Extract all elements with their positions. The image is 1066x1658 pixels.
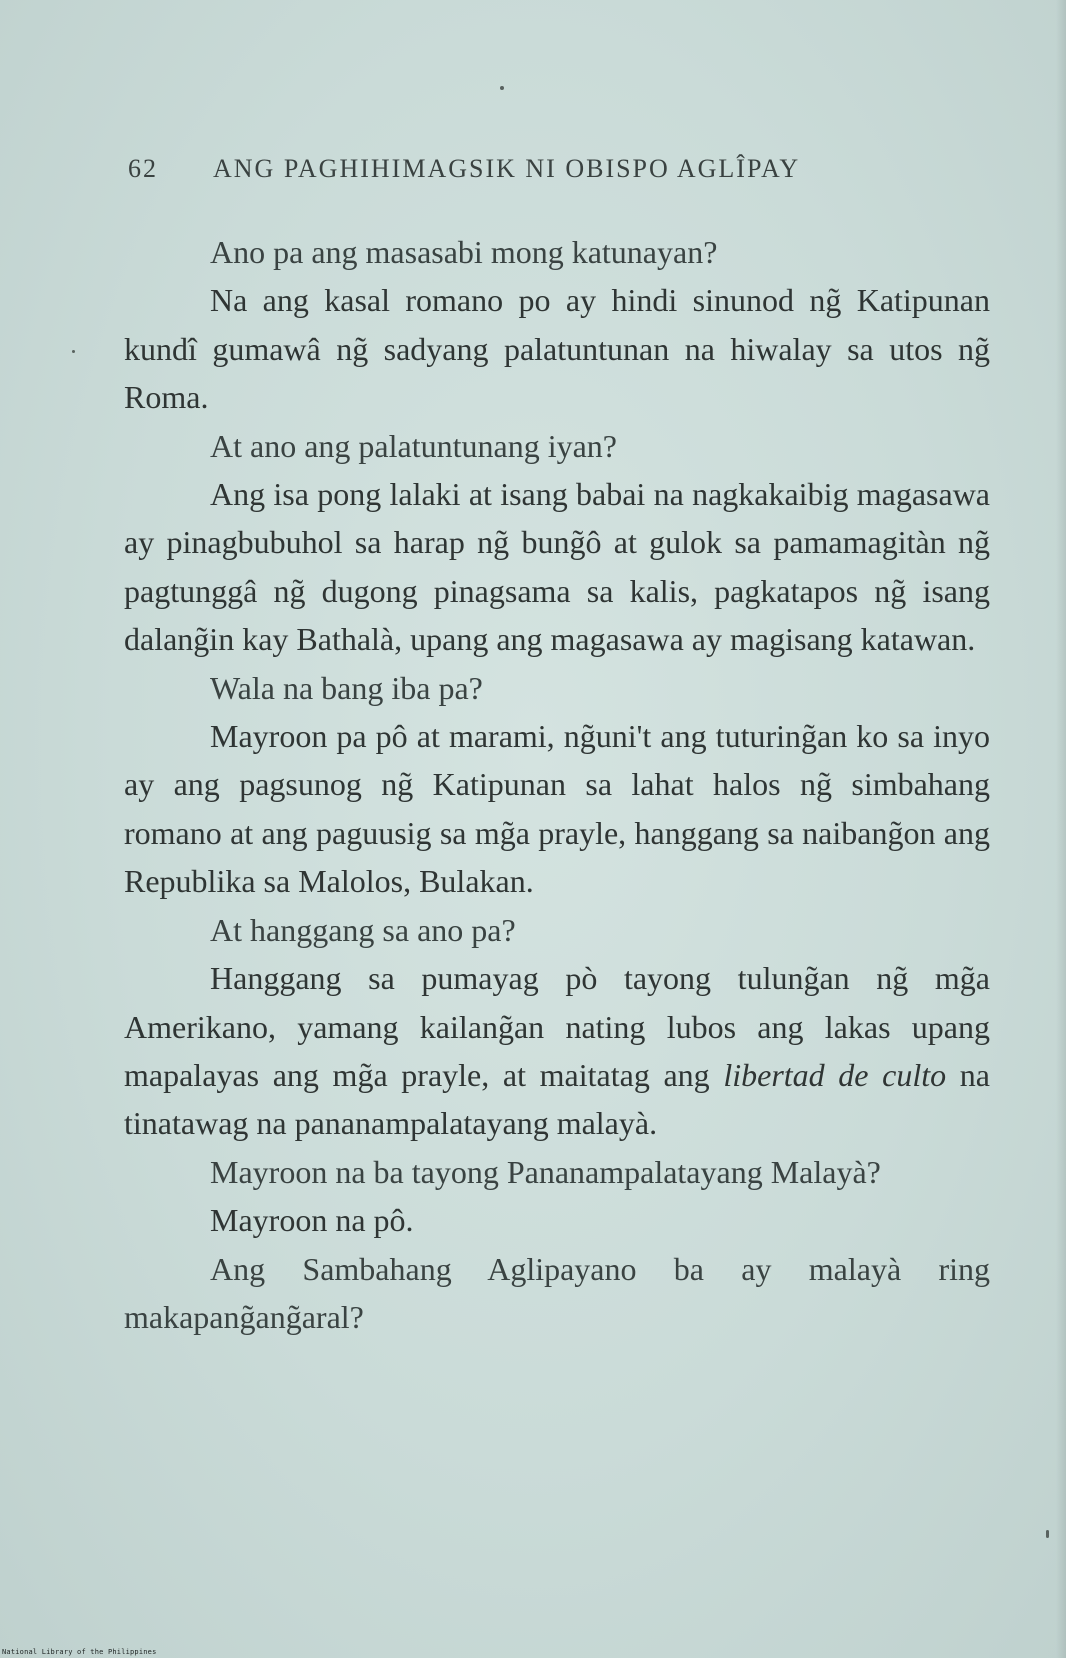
print-speck (500, 86, 504, 90)
paragraph-answer (124, 954, 990, 1148)
italic-phrase: libertad de culto (723, 1056, 947, 1093)
paragraph-question: At hanggang sa ano pa? (210, 911, 516, 948)
paragraph-question: Ano pa ang masasabi mong katunayan? (210, 234, 718, 270)
body-text (124, 228, 990, 1341)
paragraph-question: Wala na bang iba pa? (210, 669, 483, 706)
print-speck (1046, 1530, 1049, 1538)
paragraph-question: Ang Sambahang Aglipayano ba ay malayà ring makapang̃ang̃aral? (124, 1250, 990, 1335)
paragraph-answer: Na ang kasal romano po ay hindi sinunod ng̃ Katipunan kundî gumawâ ng̃ sadyang palatuntunan na hiwalay sa utos ng̃ Roma. (124, 282, 990, 416)
answer-text-end: na tinatawag na pananampalatayang malayà. (124, 1056, 991, 1142)
paragraph-question: Mayroon na ba tayong Pananampalatayang Malayà? (210, 1153, 881, 1190)
paragraph-answer: Ang isa pong lalaki at isang babai na nagkakaibig magasawa ay pinagbubuhol sa harap ng̃ bung̃ô at gulok sa pamamagitàn ng̃ pagtunggâ ng̃ dugong pinagsama sa kalis, pagkatapos ng̃ isang dalang̃in kay Bathalà, upang ang magasawa ay magisang katawan. (124, 476, 990, 658)
paragraph-answer: Mayroon na pô. (210, 1202, 414, 1239)
running-title: ANG PAGHIHIMAGSIK NI OBISPO AGLÎPAY (213, 154, 801, 183)
paragraph-question: At ano ang palatuntunang iyan? (210, 427, 617, 464)
print-speck (72, 350, 75, 353)
library-credit: National Library of the Philippines (2, 1648, 157, 1656)
page-header (128, 154, 928, 194)
page-edge-shadow (1056, 0, 1066, 1658)
answer-text-start: Hanggang sa pumayag pò tayong tulung̃an ng̃ mg̃a Amerikano, yamang kailang̃an nating lubos ang lakas upang mapalayas ang mg̃a prayle, at maitatag ang (124, 960, 990, 1093)
page-number: 62 (128, 154, 158, 183)
paragraph-answer: Mayroon pa pô at marami, ng̃uni't ang tuturing̃an ko sa inyo ay ang pagsunog ng̃ Katipunan sa lahat halos ng̃ simbahang romano at ang paguusig sa mg̃a prayle, hanggang sa naibang̃on ang Republika sa Malolos, Bulakan. (124, 718, 990, 900)
